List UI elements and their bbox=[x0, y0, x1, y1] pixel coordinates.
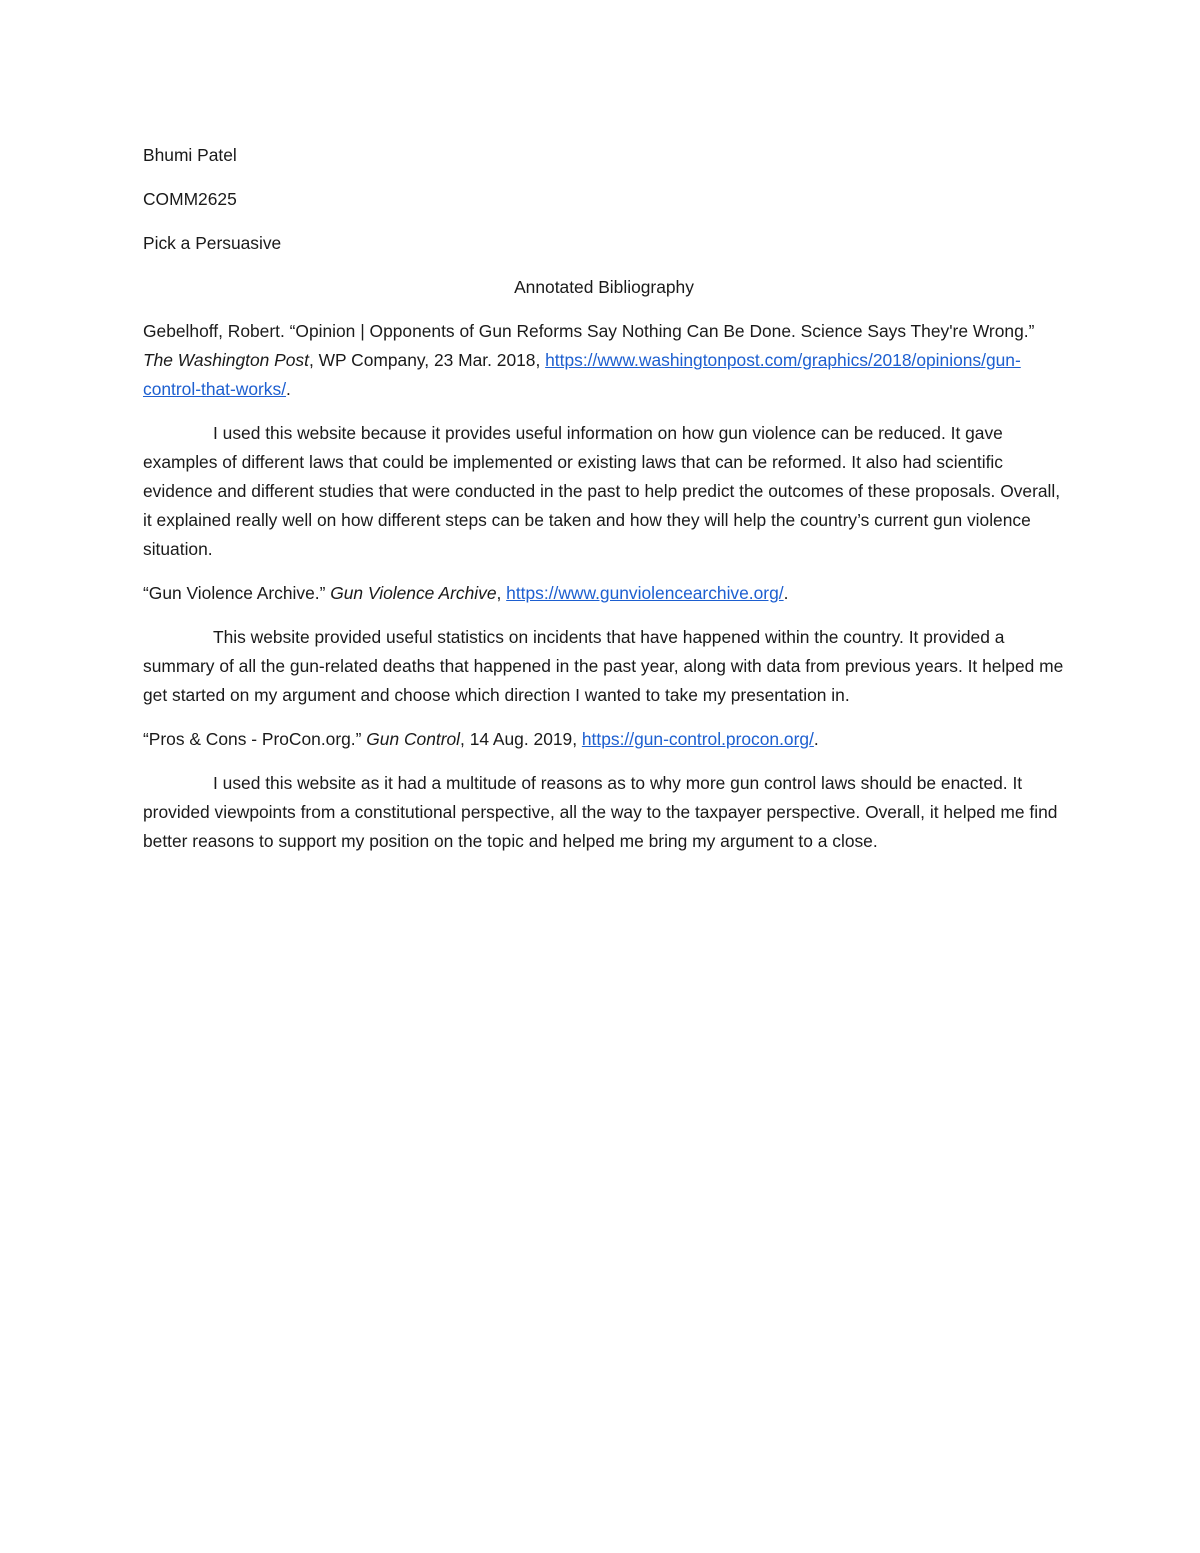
citation-url-link[interactable]: https://www.washingtonpost.com/graphics/2018/opinions/gun-control-that-works/ bbox=[143, 350, 1021, 399]
citation-entry bbox=[143, 317, 1065, 404]
annotation-paragraph: This website provided useful statistics on incidents that have happened within the country. It provided a summary of all the gun-related deaths that happened in the past year, along with data from previous years. It helped me get started on my argument and choose which direction I wanted to take my presentation in. bbox=[143, 627, 1064, 705]
annotation-paragraph: I used this website as it had a multitude of reasons as to why more gun control laws should be enacted. It provided viewpoints from a constitutional perspective, all the way to the taxpayer perspective. Overall, it helped me find better reasons to support my position on the topic and helped me bring my argument to a close. bbox=[143, 773, 1058, 851]
citation-entry bbox=[143, 579, 1065, 608]
citation-source: Gun Control bbox=[366, 729, 461, 749]
citation-entry bbox=[143, 725, 1065, 754]
citation-details: , 14 Aug. 2019, bbox=[460, 729, 582, 749]
citation-details: , WP Company, 23 Mar. 2018, bbox=[308, 350, 546, 370]
citation-end: . bbox=[286, 379, 291, 399]
document-body bbox=[143, 141, 1065, 871]
assignment-name: Pick a Persuasive bbox=[143, 233, 282, 253]
citation-end: . bbox=[813, 729, 819, 749]
citation-source: Gun Violence Archive bbox=[330, 583, 497, 603]
citation-details: , bbox=[496, 583, 507, 603]
citation-url-link[interactable]: https://gun-control.procon.org/ bbox=[581, 729, 814, 749]
citation-text: Gebelhoff, Robert. “Opinion | Opponents of Gun Reforms Say Nothing Can Be Done. Science Says They're Wrong.” bbox=[143, 321, 1035, 341]
course-code: COMM2625 bbox=[143, 189, 237, 209]
citation-end: . bbox=[783, 583, 789, 603]
annotation-paragraph: I used this website because it provides useful information on how gun violence can be reduced. It gave examples of different laws that could be implemented or existing laws that can be reformed. It also had scientific evidence and different studies that were conducted in the past to help predict the outcomes of these proposals. Overall, it explained really well on how different steps can be taken and how they will help the country’s current gun violence situation. bbox=[143, 423, 1061, 559]
citation-url-link[interactable]: https://www.gunviolencearchive.org/ bbox=[506, 583, 784, 603]
author-name: Bhumi Patel bbox=[143, 145, 237, 165]
citation-source: The Washington Post bbox=[143, 350, 309, 370]
citation-text: “Gun Violence Archive.” bbox=[143, 583, 331, 603]
citation-text: “Pros & Cons - ProCon.org.” bbox=[143, 729, 367, 749]
document-title: Annotated Bibliography bbox=[514, 277, 694, 297]
